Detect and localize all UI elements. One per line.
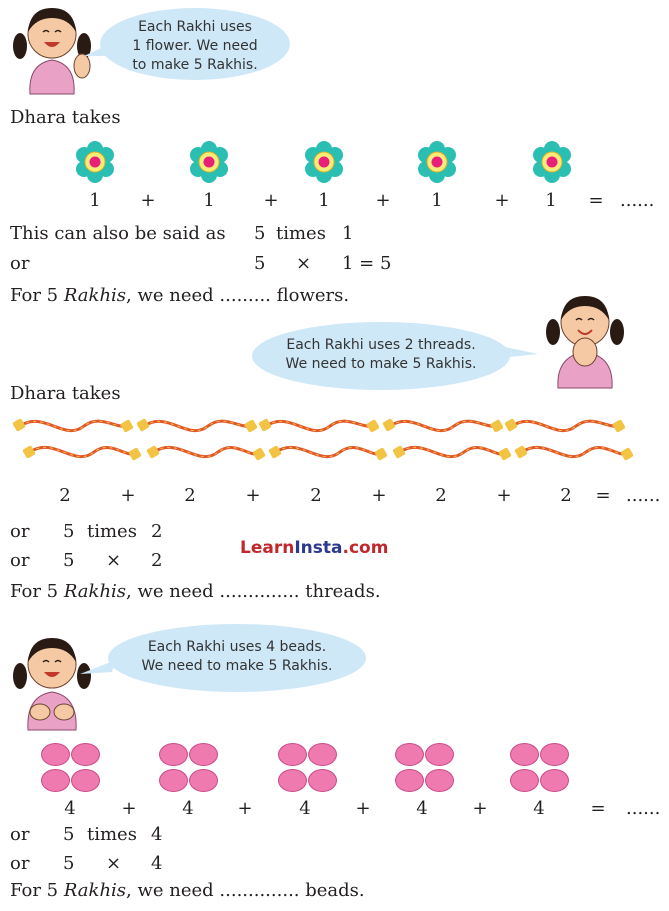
addend: 1: [203, 190, 215, 211]
flower-icon: [305, 141, 343, 183]
mul-factor: 5: [63, 550, 75, 571]
or-label: or: [10, 853, 30, 874]
bead-icon: [71, 769, 100, 792]
mul-factor: 5: [254, 253, 266, 274]
flower-icon: [76, 141, 114, 183]
addend: 2: [184, 485, 196, 506]
bead-icon: [278, 769, 307, 792]
bead-icon: [71, 743, 100, 766]
flowers-question: For 5 Rakhis, we need ......... flowers.: [10, 285, 350, 306]
girl-clapping-illustration: [540, 290, 630, 390]
thread-icon: [382, 418, 512, 461]
addend: 2: [59, 485, 71, 506]
times-factor: 5: [63, 521, 75, 542]
threads-question: For 5 Rakhis, we need .............. threads.: [10, 581, 381, 602]
plus-sign: +: [355, 798, 371, 819]
plus-sign: +: [496, 485, 512, 506]
addend: 2: [435, 485, 447, 506]
addend: 4: [533, 798, 545, 819]
answer-blank: ......: [626, 485, 661, 506]
plus-sign: +: [371, 485, 387, 506]
addend: 1: [431, 190, 443, 211]
bead-icon: [540, 769, 569, 792]
flower-icon: [533, 141, 571, 183]
plus-sign: +: [494, 190, 510, 211]
also-said-line: This can also be said as: [10, 223, 226, 244]
addend: 4: [182, 798, 194, 819]
dhara-takes-threads: Dhara takes: [10, 383, 121, 404]
plus-sign: +: [140, 190, 156, 211]
multiply-sign: ×: [296, 253, 312, 274]
addend: 1: [545, 190, 557, 211]
girl-smiling-illustration: [8, 632, 96, 734]
times-word: times: [87, 521, 137, 542]
mul-result: 1 = 5: [342, 253, 392, 274]
multiply-sign: ×: [106, 853, 122, 874]
or-label: or: [10, 253, 30, 274]
bead-icon: [278, 743, 307, 766]
addend: 1: [318, 190, 330, 211]
flower-icon: [418, 141, 456, 183]
plus-sign: +: [120, 485, 136, 506]
bead-icon: [189, 743, 218, 766]
dhara-takes-flowers: Dhara takes: [10, 107, 121, 128]
bead-icon: [189, 769, 218, 792]
bead-icon: [41, 743, 70, 766]
plus-sign: +: [263, 190, 279, 211]
bead-icon: [510, 769, 539, 792]
multiply-sign: ×: [106, 550, 122, 571]
bead-icon: [308, 769, 337, 792]
bead-icon: [159, 769, 188, 792]
thread-icon: [136, 418, 266, 461]
thread-icon: [258, 418, 388, 461]
bubble-text-threads: Each Rakhi uses 2 threads. We need to make 5 Rakhis.: [285, 337, 477, 372]
times-factor: 2: [151, 521, 163, 542]
times-factor: 4: [151, 824, 163, 845]
times-word: times: [87, 824, 137, 845]
mul-factor: 4: [151, 853, 163, 874]
plus-sign: +: [237, 798, 253, 819]
times-word: times: [276, 223, 326, 244]
or-label: or: [10, 550, 30, 571]
addend: 2: [560, 485, 572, 506]
mul-factor: 2: [151, 550, 163, 571]
mul-factor: 5: [63, 853, 75, 874]
equals-sign: =: [595, 485, 611, 506]
or-label: or: [10, 521, 30, 542]
bead-icon: [425, 769, 454, 792]
thread-icon: [12, 418, 142, 461]
times-factor: 5: [63, 824, 75, 845]
or-label: or: [10, 824, 30, 845]
addend: 4: [299, 798, 311, 819]
plus-sign: +: [245, 485, 261, 506]
bead-icon: [159, 743, 188, 766]
addend: 4: [64, 798, 76, 819]
beads-question: For 5 Rakhis, we need .............. beads.: [10, 880, 365, 901]
equals-sign: =: [588, 190, 604, 211]
plus-sign: +: [472, 798, 488, 819]
times-factor: 1: [342, 223, 354, 244]
plus-sign: +: [375, 190, 391, 211]
bubble-text-beads: Each Rakhi uses 4 beads. We need to make 5 Rakhis.: [141, 639, 333, 674]
girl-waving-illustration: [8, 2, 96, 102]
plus-sign: +: [121, 798, 137, 819]
addend: 2: [310, 485, 322, 506]
bead-icon: [308, 743, 337, 766]
bead-icon: [395, 769, 424, 792]
bead-icon: [425, 743, 454, 766]
equals-sign: =: [590, 798, 606, 819]
addend: 1: [89, 190, 101, 211]
answer-blank: ......: [626, 798, 661, 819]
bead-icon: [510, 743, 539, 766]
thread-icon: [504, 418, 634, 461]
bead-icon: [540, 743, 569, 766]
learninsta-watermark: LearnInsta.com: [240, 538, 389, 558]
bubble-text-flower: Each Rakhi uses 1 flower. We need to make 5 Rakhis.: [132, 19, 258, 73]
thread-row: [0, 410, 669, 482]
flower-icon: [190, 141, 228, 183]
times-factor: 5: [254, 223, 266, 244]
answer-blank: ......: [620, 190, 655, 211]
addend: 4: [416, 798, 428, 819]
bead-icon: [395, 743, 424, 766]
bead-icon: [41, 769, 70, 792]
flower-row: [0, 138, 669, 190]
